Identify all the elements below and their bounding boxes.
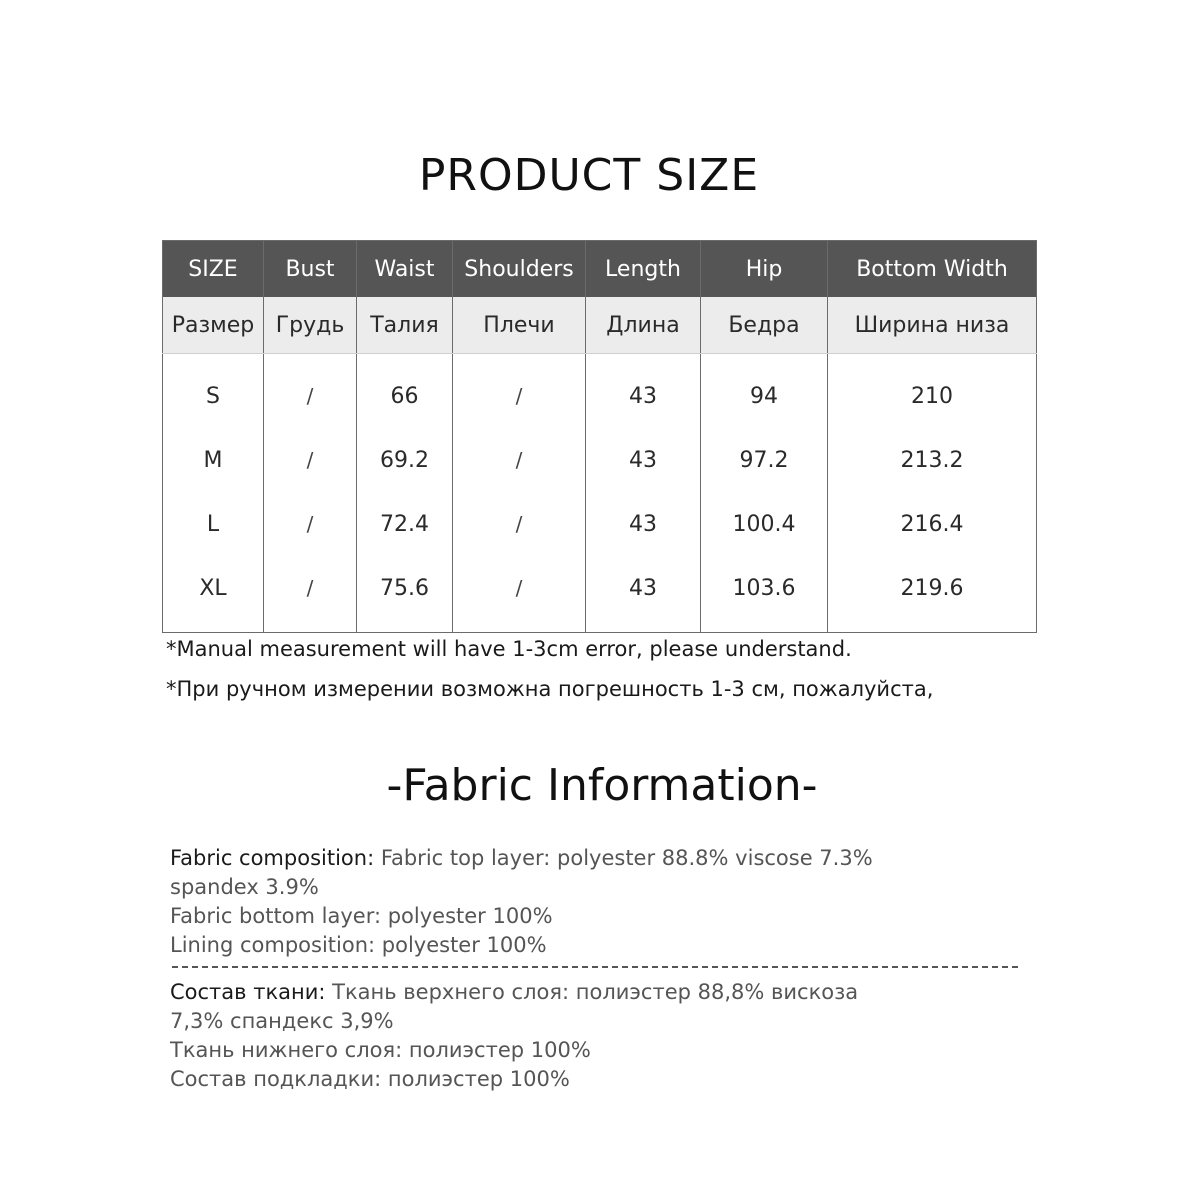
dashed-divider (172, 966, 1018, 968)
column-header-en: Bust (264, 241, 357, 298)
table-body (163, 354, 1037, 633)
table-header-row-en (163, 241, 1037, 298)
table-cell: 219.6 (900, 575, 964, 601)
table-cell: / (264, 492, 357, 556)
table-cell: / (264, 354, 357, 429)
table-cell: 97.2 (701, 428, 828, 492)
size-label-cell: XL (163, 556, 264, 633)
table-cell: / (264, 428, 357, 492)
size-label-cell: M (163, 428, 264, 492)
table-cell: 43 (586, 492, 701, 556)
table-cell: 69.2 (357, 428, 453, 492)
table-cell: 213.2 (900, 447, 964, 473)
size-label-cell: S (163, 354, 264, 429)
column-header-ru: Талия (357, 297, 453, 354)
fabric-line: Fabric bottom layer: polyester 100% (170, 904, 553, 928)
fabric-line: Ткань нижнего слоя: полиэстер 100% (170, 1038, 591, 1062)
column-header-ru: Ширина низа (828, 297, 1037, 354)
column-header-ru: Грудь (264, 297, 357, 354)
column-header-en: Waist (357, 241, 453, 298)
table-row (163, 354, 1037, 429)
fabric-line (170, 978, 1030, 1007)
measurement-note-ru: *При ручном измерении возможна погрешность 1-3 см, пожалуйста, (166, 677, 934, 701)
fabric-line: 7,3% спандекс 3,9% (170, 1009, 394, 1033)
table-cell: / (264, 556, 357, 633)
page-title: PRODUCT SIZE (418, 150, 760, 201)
table-cell: 72.4 (357, 492, 453, 556)
size-table (162, 240, 1037, 633)
fabric-label: Fabric composition: (170, 846, 375, 870)
table-row (163, 556, 1037, 633)
column-header-en: Length (586, 241, 701, 298)
column-header-ru: Плечи (453, 297, 586, 354)
table-cell: 94 (701, 354, 828, 429)
table-cell: 216.4 (900, 511, 964, 537)
table-row (163, 428, 1037, 492)
fabric-text: Fabric top layer: polyester 88.8% viscose 7.3% (374, 846, 873, 870)
table-cell: 43 (586, 354, 701, 429)
fabric-line: Lining composition: polyester 100% (170, 933, 547, 957)
column-header-en: Hip (701, 241, 828, 298)
column-header-en: SIZE (163, 241, 264, 298)
table-cell: 43 (586, 556, 701, 633)
column-header-ru: Длина (586, 297, 701, 354)
table-cell: / (453, 354, 586, 429)
table-cell: 75.6 (357, 556, 453, 633)
table-cell: 103.6 (701, 556, 828, 633)
fabric-info-ru (170, 978, 1030, 1094)
size-label-cell: L (163, 492, 264, 556)
column-header-ru: Размер (163, 297, 264, 354)
table-cell: 43 (586, 428, 701, 492)
fabric-line (170, 844, 1030, 873)
table-cell: / (453, 556, 586, 633)
fabric-line: Состав подкладки: полиэстер 100% (170, 1067, 570, 1091)
table-cell: / (453, 428, 586, 492)
measurement-note-en: *Manual measurement will have 1-3cm error, please understand. (166, 637, 852, 661)
fabric-line: spandex 3.9% (170, 875, 319, 899)
fabric-info-en (170, 844, 1030, 960)
table-cell: 66 (357, 354, 453, 429)
column-header-en: Shoulders (453, 241, 586, 298)
table-header-row-ru (163, 297, 1037, 354)
fabric-text: Ткань верхнего слоя: полиэстер 88,8% вискоза (325, 980, 859, 1004)
column-header-en: Bottom Width (828, 241, 1037, 298)
column-header-ru: Бедра (701, 297, 828, 354)
fabric-label: Состав ткани: (170, 980, 326, 1004)
table-row (163, 492, 1037, 556)
table-cell: 100.4 (701, 492, 828, 556)
table-cell: 210 (911, 383, 953, 409)
table-cell: / (453, 492, 586, 556)
fabric-title: -Fabric Information- (386, 760, 818, 811)
